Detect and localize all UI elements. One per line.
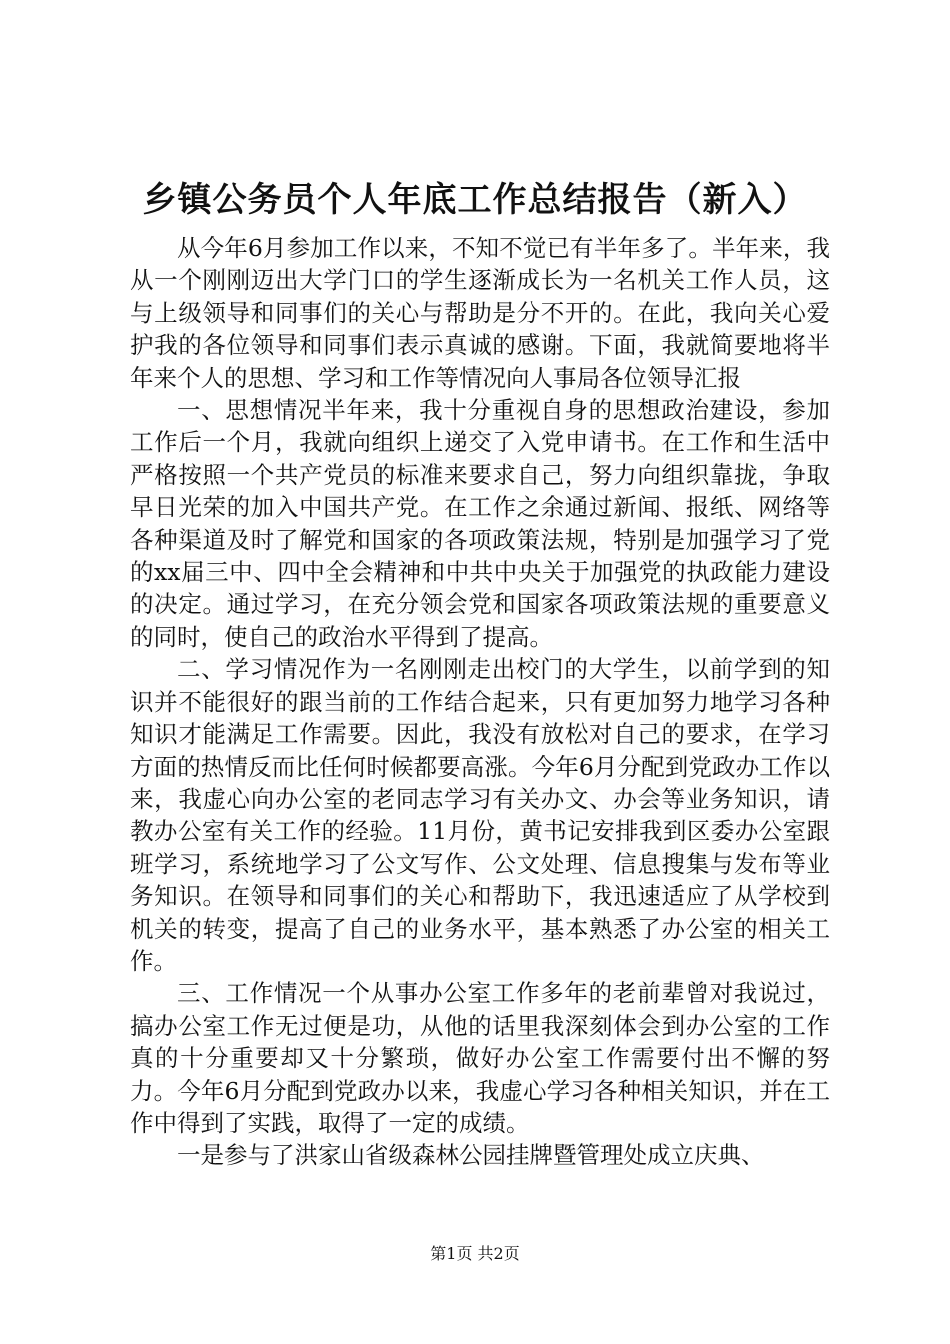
page-footer: 第1页 共2页 (430, 1244, 520, 1263)
paragraph-thought: 一、思想情况半年来，我十分重视自身的思想政治建设，参加工作后一个月，我就向组织上递交了入党申请书。在工作和生活中严格按照一个共产党员的标准来要求自己，努力向组织靠拢，争取早日光荣的加入中国共产党。在工作之余通过新闻、报纸、网络等各种渠道及时了解党和国家的各项政策法规，特别是加强学习了党的xx届三中、四中全会精神和中共中央关于加强党的执政能力建设的决定。通过学习，在充分领会党和国家各项政策法规的重要意义的同时，使自己的政治水平得到了提高。 (130, 396, 830, 651)
paragraph-item-one: 一是参与了洪家山省级森林公园挂牌暨管理处成立庆典、 (177, 1141, 765, 1170)
paragraph-work: 三、工作情况一个从事办公室工作多年的老前辈曾对我说过，搞办公室工作无过便是功，从他的话里我深刻体会到办公室的工作真的十分重要却又十分繁琐，做好办公室工作需要付出不懈的努力。今年6月分配到党政办以来，我虚心学习各种相关知识，并在工作中得到了实践，取得了一定的成绩。 (130, 979, 830, 1137)
document-title: 乡镇公务员个人年底工作总结报告（新入） (142, 180, 808, 220)
paragraph-intro: 从今年6月参加工作以来，不知不觉已有半年多了。半年来，我从一个刚刚迈出大学门口的学生逐渐成长为一名机关工作人员，这与上级领导和同事们的关心与帮助是分不开的。在此，我向关心爱护我的各位领导和同事们表示真诚的感谢。下面，我就简要地将半年来个人的思想、学习和工作等情况向人事局各位领导汇报 (130, 234, 830, 392)
document-body (130, 232, 830, 1172)
paragraph-study: 二、学习情况作为一名刚刚走出校门的大学生，以前学到的知识并不能很好的跟当前的工作结合起来，只有更加努力地学习各种知识才能满足工作需要。因此，我没有放松对自己的要求，在学习方面的热情反而比任何时候都要高涨。今年6月分配到党政办工作以来，我虚心向办公室的老同志学习有关办文、办会等业务知识，请教办公室有关工作的经验。11月份，黄书记安排我到区委办公室跟班学习，系统地学习了公文写作、公文处理、信息搜集与发布等业务知识。在领导和同事们的关心和帮助下，我迅速适应了从学校到机关的转变，提高了自己的业务水平，基本熟悉了办公室的相关工作。 (130, 655, 830, 975)
